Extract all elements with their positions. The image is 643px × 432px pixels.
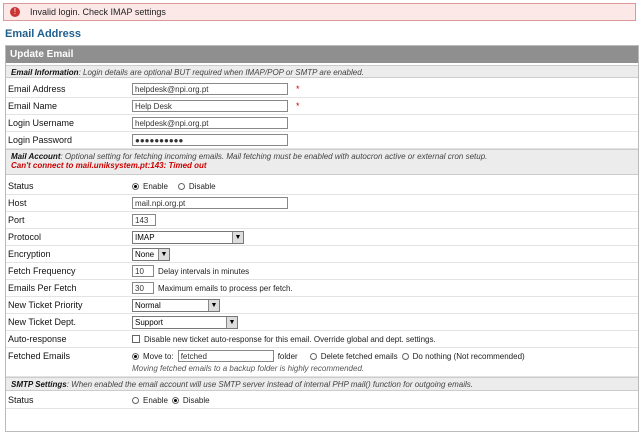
email-address-row bbox=[6, 81, 638, 98]
email-information-text: : Login details are optional BUT required when IMAP/POP or SMTP are enabled. bbox=[78, 68, 364, 77]
do-nothing-label: Do nothing (Not recommended) bbox=[412, 351, 525, 361]
fetched-emails-note: Moving fetched emails to a backup folder is highly recommended. bbox=[132, 364, 365, 373]
smtp-settings-heading: SMTP Settings bbox=[11, 380, 67, 389]
auto-response-label: Auto-response bbox=[8, 334, 67, 344]
ticket-priority-value: Normal bbox=[135, 300, 161, 310]
chevron-down-icon: ▼ bbox=[158, 249, 169, 260]
email-name-input[interactable] bbox=[132, 100, 288, 112]
auto-response-text: Disable new ticket auto-response for this email. Override global and dept. settings. bbox=[144, 334, 436, 344]
fetch-disable-label: Disable bbox=[188, 181, 216, 191]
login-username-label: Login Username bbox=[8, 118, 75, 128]
panel-header: Update Email bbox=[6, 46, 638, 63]
email-information-heading: Email Information bbox=[11, 68, 79, 77]
port-input[interactable] bbox=[132, 214, 156, 226]
chevron-down-icon: ▼ bbox=[208, 300, 219, 311]
ticket-priority-select[interactable] bbox=[132, 299, 220, 312]
move-to-label: Move to: bbox=[143, 351, 174, 361]
port-row bbox=[6, 212, 638, 229]
ticket-dept-value: Support bbox=[135, 317, 164, 327]
email-name-label: Email Name bbox=[8, 101, 58, 111]
auto-response-row bbox=[6, 331, 638, 348]
fetch-enable-label: Enable bbox=[143, 181, 168, 191]
emails-per-fetch-label: Emails Per Fetch bbox=[8, 283, 77, 293]
emails-per-fetch-input[interactable] bbox=[132, 282, 154, 294]
error-icon: ! bbox=[10, 7, 20, 17]
mail-account-text: : Optional setting for fetching incoming emails. Mail fetching must be enabled with autocron active or external cron setup. bbox=[60, 152, 488, 161]
login-password-row bbox=[6, 132, 638, 149]
login-password-label: Login Password bbox=[8, 135, 73, 145]
smtp-enable-label: Enable bbox=[143, 395, 168, 405]
encryption-label: Encryption bbox=[8, 249, 51, 259]
ticket-dept-row bbox=[6, 314, 638, 331]
protocol-select[interactable] bbox=[132, 231, 244, 244]
ticket-priority-label: New Ticket Priority bbox=[8, 300, 83, 310]
mail-account-bar bbox=[6, 149, 638, 175]
smtp-status-label: Status bbox=[8, 395, 34, 405]
fetch-frequency-hint: Delay intervals in minutes bbox=[158, 266, 250, 276]
folder-label: folder bbox=[277, 351, 298, 361]
fetch-frequency-row bbox=[6, 263, 638, 280]
fetch-frequency-label: Fetch Frequency bbox=[8, 266, 76, 276]
email-address-input[interactable] bbox=[132, 83, 288, 95]
email-name-row bbox=[6, 98, 638, 115]
fetch-frequency-input[interactable] bbox=[132, 265, 154, 277]
fetch-status-label: Status bbox=[8, 181, 34, 191]
chevron-down-icon: ▼ bbox=[226, 317, 237, 328]
emails-per-fetch-row bbox=[6, 280, 638, 297]
fetch-status-row bbox=[6, 178, 638, 195]
required-marker: * bbox=[296, 101, 300, 111]
encryption-select[interactable] bbox=[132, 248, 170, 261]
fetch-disable-radio[interactable] bbox=[178, 183, 185, 190]
ticket-priority-row bbox=[6, 297, 638, 314]
update-email-panel bbox=[5, 45, 639, 432]
port-label: Port bbox=[8, 215, 25, 225]
chevron-down-icon: ▼ bbox=[232, 232, 243, 243]
encryption-value: None bbox=[135, 249, 155, 259]
login-username-row bbox=[6, 115, 638, 132]
login-password-input[interactable] bbox=[132, 134, 288, 146]
smtp-disable-label: Disable bbox=[182, 395, 210, 405]
error-alert bbox=[3, 3, 636, 21]
host-input[interactable] bbox=[132, 197, 288, 209]
move-to-radio[interactable] bbox=[132, 353, 139, 360]
emails-per-fetch-hint: Maximum emails to process per fetch. bbox=[158, 283, 293, 293]
alert-message: Invalid login. Check IMAP settings bbox=[30, 7, 166, 17]
email-information-bar bbox=[6, 65, 638, 78]
ticket-dept-select[interactable] bbox=[132, 316, 238, 329]
protocol-value: IMAP bbox=[135, 232, 155, 242]
smtp-settings-text: : When enabled the email account will use SMTP server instead of internal PHP mail() function for outgoing emails. bbox=[66, 380, 473, 389]
encryption-row bbox=[6, 246, 638, 263]
login-username-input[interactable] bbox=[132, 117, 288, 129]
page-title: Email Address bbox=[5, 28, 82, 40]
fetched-emails-row bbox=[6, 348, 638, 377]
host-row bbox=[6, 195, 638, 212]
fetch-enable-radio[interactable] bbox=[132, 183, 139, 190]
smtp-disable-radio[interactable] bbox=[172, 397, 179, 404]
host-label: Host bbox=[8, 198, 27, 208]
do-nothing-radio[interactable] bbox=[402, 353, 409, 360]
connection-error: Can't connect to mail.uniksystem.pt:143: Timed out bbox=[11, 161, 207, 170]
smtp-settings-bar bbox=[6, 377, 638, 391]
folder-input[interactable] bbox=[178, 350, 274, 362]
delete-fetched-label: Delete fetched emails bbox=[320, 351, 398, 361]
fetched-emails-label: Fetched Emails bbox=[8, 351, 71, 361]
auto-response-checkbox[interactable] bbox=[132, 335, 140, 343]
delete-fetched-radio[interactable] bbox=[310, 353, 317, 360]
protocol-row bbox=[6, 229, 638, 246]
required-marker: * bbox=[296, 84, 300, 94]
mail-account-heading: Mail Account bbox=[11, 152, 61, 161]
email-address-label: Email Address bbox=[8, 84, 66, 94]
protocol-label: Protocol bbox=[8, 232, 42, 242]
ticket-dept-label: New Ticket Dept. bbox=[8, 317, 77, 327]
smtp-enable-radio[interactable] bbox=[132, 397, 139, 404]
smtp-status-row bbox=[6, 392, 638, 409]
